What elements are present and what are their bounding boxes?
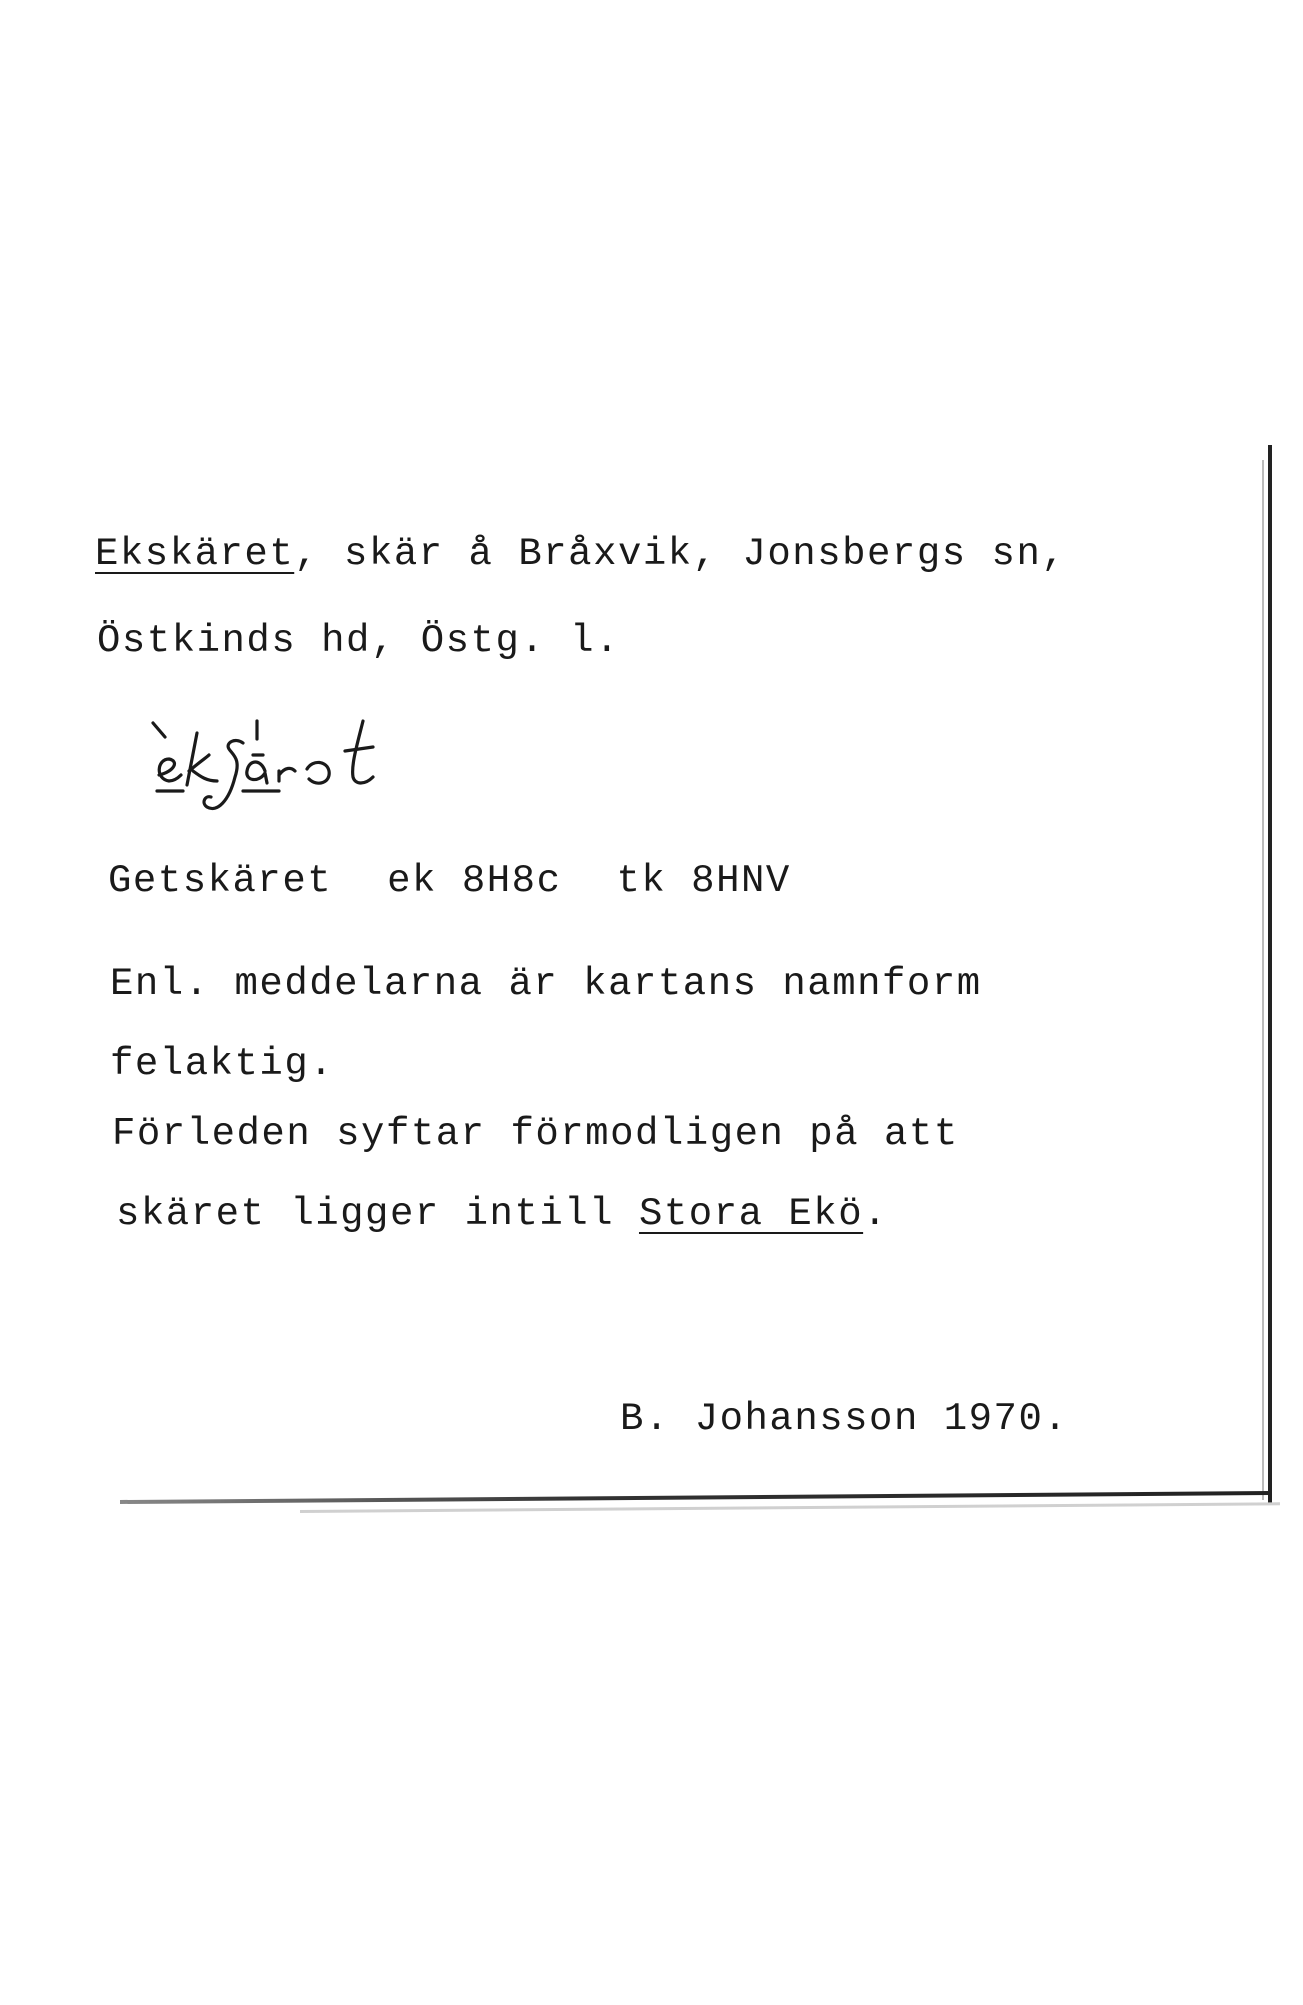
tk-reference: tk 8HNV xyxy=(616,859,791,903)
card-edge-right-shadow xyxy=(1262,460,1264,1500)
related-place-name: Stora Ekö xyxy=(638,1192,864,1236)
signature: B. Johansson 1970. xyxy=(620,1397,1069,1441)
notes-line-4 xyxy=(116,1192,889,1236)
card-edge-bottom xyxy=(120,1491,1270,1504)
notes-line-4-prefix: skäret ligger intill xyxy=(116,1192,639,1236)
place-name: Ekskäret xyxy=(95,532,295,576)
header-line-1 xyxy=(95,532,1067,576)
header-description: , skär å Bråxvik, Jonsbergs sn, xyxy=(294,532,1067,576)
map-name: Getskäret xyxy=(108,859,333,903)
notes-line-2: felaktig. xyxy=(110,1042,335,1086)
map-reference-line xyxy=(108,859,791,903)
notes-line-3: Förleden syftar förmodligen på att xyxy=(112,1112,959,1156)
card-edge-right xyxy=(1268,445,1272,1505)
notes-line-4-suffix: . xyxy=(863,1192,889,1236)
card-edge-bottom-shadow xyxy=(300,1502,1280,1513)
notes-line-1: Enl. meddelarna är kartans namnform xyxy=(110,962,982,1006)
header-line-2: Östkinds hd, Östg. l. xyxy=(97,619,620,663)
ek-reference: ek 8H8c xyxy=(387,859,562,903)
handwritten-pronunciation xyxy=(145,715,445,845)
